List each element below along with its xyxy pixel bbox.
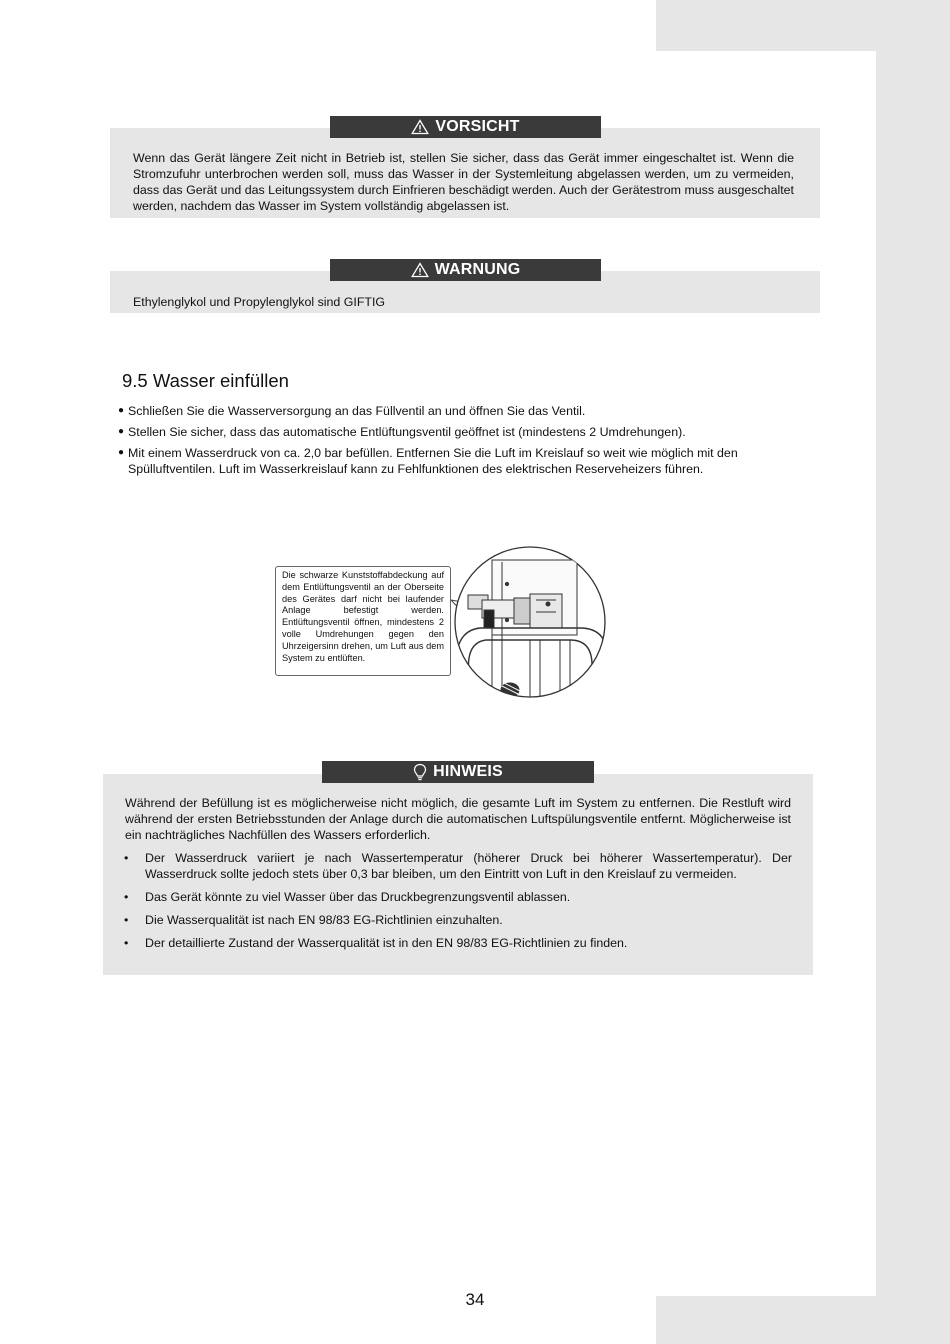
note-label	[322, 761, 594, 783]
caution-label-text: VORSICHT	[435, 118, 520, 135]
note-label-text: HINWEIS	[433, 763, 503, 780]
list-item	[124, 889, 792, 905]
list-item	[124, 935, 792, 951]
list-item	[118, 424, 778, 440]
list-item-text: Die Wasserqualität ist nach EN 98/83 EG-Richtlinien einzuhalten.	[145, 913, 503, 927]
list-item-text: Schließen Sie die Wasserversorgung an das Füllventil an und öffnen Sie das Ventil.	[128, 404, 586, 418]
warning-label	[330, 259, 601, 281]
page-edge-tab	[876, 51, 950, 1296]
warning-triangle-icon	[411, 262, 429, 278]
note-bullets	[124, 850, 792, 951]
bullet-dot: •	[124, 913, 129, 927]
caution-label	[330, 116, 601, 138]
warning-text: Ethylenglykol und Propylenglykol sind GIFTIG	[133, 295, 386, 309]
list-item	[118, 445, 778, 477]
warning-label-text: WARNUNG	[434, 261, 521, 278]
bullet-dot: ●	[118, 426, 125, 437]
list-item-text: Das Gerät könnte zu viel Wasser über das Druckbegrenzungsventil ablassen.	[145, 890, 571, 904]
air-purge-valve-illustration	[440, 540, 610, 710]
page-number: 34	[465, 1290, 485, 1309]
section-title: 9.5 Wasser einfüllen	[122, 370, 289, 391]
list-item	[124, 912, 792, 928]
bullet-dot: •	[124, 890, 129, 904]
list-item-text: Der Wasserdruck variiert je nach Wassertemperatur (höherer Druck bei höherer Wassertemperatur). Der Wasserdruck sollte jedoch stets über 0,3 bar bleiben, um den Eintritt von Luft in den Kreislauf zu vermeiden.	[145, 851, 792, 881]
figure-callout: Die schwarze Kunststoffabdeckung auf dem Entlüftungsventil an der Oberseite des Gerätes darf nicht bei laufender Anlage befestigt werden. Entlüftungsventil öffnen, mindestens 2 volle Umdrehungen gegen den Uhrzeigersinn drehen, um Luft aus dem System zu entlüften.	[275, 566, 451, 676]
note-intro: Während der Befüllung ist es möglicherweise nicht möglich, die gesamte Luft im System zu entfernen. Die Restluft wird während der ersten Betriebsstunden der Anlage durch die automatischen Luftspülungsventile entfernt. Möglicherweise ist ein nachträgliches Nachfüllen des Wassers erforderlich.	[125, 796, 791, 842]
bullet-dot: ●	[118, 405, 125, 416]
bullet-dot: •	[124, 851, 129, 865]
warning-triangle-icon	[411, 119, 429, 135]
bullet-dot: •	[124, 936, 129, 950]
caution-text: Wenn das Gerät längere Zeit nicht in Betrieb ist, stellen Sie sicher, dass das Gerät immer eingeschaltet ist. Wenn die Stromzufuhr unterbrochen werden soll, muss das Wasser in der Systemleitung abgelassen werden, um zu vermeiden, dass das Gerät und das Leitungssystem durch Einfrieren beschädigt werden. Auch der Gerätestrom muss ausgeschaltet werden, nachdem das Wasser im System vollständig abgelassen ist.	[133, 151, 794, 213]
list-item-text: Stellen Sie sicher, dass das automatische Entlüftungsventil geöffnet ist (mindestens 2 Umdrehungen).	[128, 425, 686, 439]
page-edge-tab-top	[656, 0, 950, 51]
lightbulb-icon	[413, 763, 427, 781]
list-item	[124, 850, 792, 882]
list-item	[118, 403, 778, 419]
list-item-text: Der detaillierte Zustand der Wasserqualität ist in den EN 98/83 EG-Richtlinien zu finden.	[145, 936, 628, 950]
section-bullets	[118, 403, 778, 477]
bullet-dot: ●	[118, 447, 125, 458]
list-item-text: Mit einem Wasserdruck von ca. 2,0 bar befüllen. Entfernen Sie die Luft im Kreislauf so weit wie möglich mit den Spülluftventilen. Luft im Wasserkreislauf kann zu Fehlfunktionen des elektrischen Reserveheizers führen.	[128, 446, 738, 476]
